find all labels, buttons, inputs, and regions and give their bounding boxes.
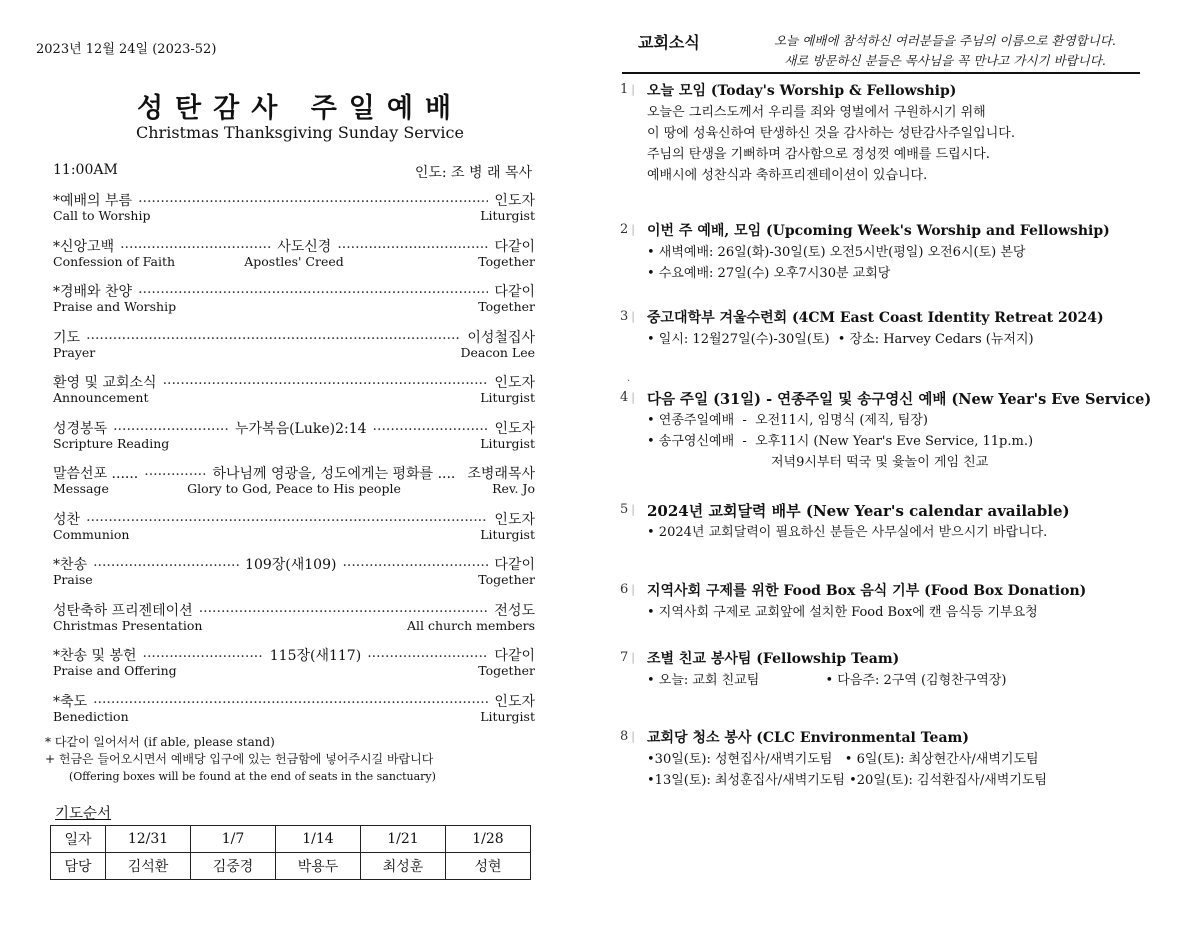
section-body [647, 410, 1033, 473]
service-item-english-leader: Rev. Jo [492, 481, 535, 496]
service-item-english: Announcement [53, 390, 149, 405]
dot-leader [138, 190, 488, 210]
dot-leader [86, 509, 488, 529]
section-line: • 새벽예배: 26일(화)-30일(토) 오전5시반(평일) 오전6시(토) 본당 [647, 245, 1026, 260]
service-item-english: Scripture Reading [53, 435, 170, 451]
service-item-english-detail: Glory to God, Peace to His people [187, 481, 401, 496]
service-title-korean: 성탄감사 주일예배 [136, 93, 464, 124]
section-heading: 중고대학부 겨울수련회 (4CM East Coast Identity Retreat 2024) [647, 310, 1104, 326]
stray-dot: . [627, 373, 631, 384]
service-item-leader: 전성도 [494, 602, 535, 619]
service-item-english-leader: Together [478, 572, 535, 587]
service-title-english: Christmas Thanksgiving Sunday Service [136, 123, 464, 142]
table-cell: 박용두 [276, 853, 361, 880]
dot-leader [373, 418, 489, 438]
service-item-korean: *찬송 [53, 557, 88, 573]
service-item-line [53, 190, 535, 210]
service-item-leader: 다같이 [494, 284, 535, 300]
service-item-english-leader: Liturgist [480, 708, 535, 724]
welcome-message [750, 31, 1140, 71]
section-number: 4 | [620, 390, 635, 405]
table-cell: 최성훈 [361, 853, 446, 880]
dot-leader [342, 554, 488, 574]
table-cell: 1/21 [361, 826, 446, 853]
section-body [647, 102, 1015, 186]
note-offering: + 헌금은 들어오시면서 예배당 입구에 있는 헌금함에 넣어주시길 바랍니다 [45, 752, 434, 766]
service-item-korean: 성찬 [53, 511, 81, 528]
dot-leader [144, 463, 206, 483]
service-item-line [53, 327, 535, 347]
section-number: 6 | [620, 582, 635, 597]
section-line: • 수요예배: 27일(수) 오후7시30분 교회당 [647, 266, 891, 281]
service-item-leader: 인도자 [494, 693, 535, 710]
service-item-korean: 말씀선포 ...... [53, 466, 139, 482]
church-news-page [600, 0, 1200, 929]
service-item [53, 509, 535, 555]
service-item-leader: 다같이 [494, 557, 535, 573]
service-item [53, 236, 535, 282]
service-item-line [53, 645, 535, 665]
service-item-korean: 환영 및 교회소식 [53, 375, 157, 391]
section-heading: 지역사회 구제를 위한 Food Box 음식 기부 (Food Box Donation) [647, 583, 1087, 599]
service-item-detail: 109장(새109) [245, 557, 337, 573]
section-heading: 이번 주 예배, 모임 (Upcoming Week's Worship and Fellowship) [647, 223, 1110, 239]
section-number: 3 | [620, 309, 635, 324]
table-cell: 김중경 [191, 853, 276, 880]
section-body [647, 329, 1034, 350]
section-line: • 송구영신예배 - 오후11시 (New Year's Eve Service, 11p.m.) [647, 434, 1034, 449]
service-item-english: Christmas Presentation [53, 617, 203, 633]
section-line: 오늘은 그리스도께서 우리를 죄와 영벌에서 구원하시기 위해 [647, 105, 986, 120]
service-item-line [53, 418, 535, 438]
service-item-korean: *찬송 및 봉헌 [53, 648, 137, 664]
service-item-english-detail: Apostles' Creed [244, 253, 344, 269]
section-line: • 오늘: 교회 친교팀 • 다음주: 2구역 (김형찬구역장) [647, 673, 1007, 688]
welcome-line: 새로 방문하신 분들은 목사님을 꼭 만나고 가시기 바랍니다. [784, 53, 1106, 68]
bulletin-date: 2023년 12월 24일 (2023-52) [36, 42, 217, 57]
service-item-leader: 조병래목사 [467, 466, 535, 482]
service-item [53, 600, 535, 646]
church-news-heading: 교회소식 [638, 33, 700, 52]
service-item-english: Message [53, 481, 109, 496]
service-item-line [53, 554, 535, 574]
service-item-detail: 누가복음(Luke)2:14 [235, 420, 367, 437]
prayer-names-row [51, 853, 531, 880]
dot-leader [143, 645, 264, 665]
section-number: 8 | [620, 729, 635, 744]
service-item-english-leader: Together [478, 299, 535, 314]
prayer-schedule-title: 기도순서 [55, 806, 112, 822]
section-line: 저녁9시부터 떡국 및 윷놀이 게임 친교 [647, 455, 989, 470]
table-cell: 일자 [51, 826, 106, 853]
section-heading: 다음 주일 (31일) - 연종주일 및 송구영신 예배 (New Year's Eve Service) [647, 391, 1152, 408]
service-item [53, 281, 535, 327]
table-cell: 1/14 [276, 826, 361, 853]
service-item-korean: 성탄축하 프리젠테이션 [53, 602, 193, 619]
section-line: 예배시에 성찬식과 축하프리젠테이션이 있습니다. [647, 168, 928, 183]
dot-leader [163, 372, 489, 392]
service-item-english-leader: All church members [407, 617, 535, 633]
service-item-leader: 인도자 [494, 375, 535, 391]
divider [622, 72, 1140, 74]
dot-leader [120, 236, 271, 256]
service-item [53, 463, 535, 509]
service-item-detail: 하나님께 영광을, 성도에게는 평화를 .... [212, 466, 456, 482]
section-body [647, 242, 1025, 284]
section-line: • 일시: 12월27일(수)-30일(토) • 장소: Harvey Cedars (뉴저지) [647, 332, 1034, 347]
service-item-line [53, 691, 535, 711]
section-body [647, 522, 1047, 543]
dot-leader [93, 554, 239, 574]
service-item-korean: *축도 [53, 693, 88, 710]
service-item-english-leader: Liturgist [480, 526, 535, 542]
service-item-english: Praise and Worship [53, 299, 177, 314]
section-number: 7 | [620, 650, 635, 665]
section-line: •13일(토): 최성훈집사/새벽기도팀 •20일(토): 김석환집사/새벽기도팀 [647, 773, 1048, 788]
section-number: 1 | [620, 82, 635, 97]
service-item-korean: *경배와 찬양 [53, 284, 133, 300]
prayer-schedule-table [50, 825, 531, 880]
prayer-dates-row [51, 826, 531, 853]
service-item-leader: 다같이 [494, 648, 535, 664]
section-number: 2 | [620, 222, 635, 237]
service-item-leader: 인도자 [494, 511, 535, 528]
service-item-line [53, 236, 535, 256]
dot-leader [199, 600, 489, 620]
service-leader: 인도: 조 병 래 목사 [414, 165, 532, 181]
service-item-english: Call to Worship [53, 208, 151, 223]
service-item-detail: 사도신경 [277, 238, 332, 255]
service-item [53, 554, 535, 600]
section-line: 주님의 탄생을 기뻐하며 감사함으로 정성껏 예배를 드립시다. [647, 147, 990, 162]
service-item [53, 372, 535, 418]
dot-leader [367, 645, 488, 665]
section-line: • 2024년 교회달력이 필요하신 분들은 사무실에서 받으시기 바랍니다. [647, 525, 1048, 540]
note-stand: * 다같이 일어서서 (if able, please stand) [45, 735, 275, 749]
service-item-english: Communion [53, 526, 130, 542]
section-heading: 2024년 교회달력 배부 (New Year's calendar available) [647, 502, 1070, 520]
service-item-english: Praise [53, 572, 93, 587]
table-cell: 김석환 [106, 853, 191, 880]
service-item-detail: 115장(새117) [269, 648, 362, 664]
service-item [53, 327, 535, 373]
service-item-english-leader: Liturgist [480, 390, 535, 405]
dot-leader [113, 418, 229, 438]
service-item-korean: 기도 [53, 329, 81, 346]
service-notes [45, 734, 436, 785]
service-item-line [53, 509, 535, 529]
service-item-english-leader: Deacon Lee [460, 344, 535, 360]
service-item-leader: 인도자 [494, 420, 536, 437]
service-item-leader: 다같이 [494, 238, 536, 255]
section-line: • 지역사회 구제로 교회앞에 설치한 Food Box에 캔 음식등 기부요청 [647, 605, 1038, 620]
service-item [53, 645, 535, 691]
dot-leader [138, 281, 488, 301]
section-body [647, 670, 1006, 691]
service-item-english: Confession of Faith [53, 253, 176, 269]
table-cell: 12/31 [106, 826, 191, 853]
service-item-leader: 인도자 [494, 193, 535, 209]
dot-leader [93, 691, 488, 711]
service-item-line [53, 600, 535, 620]
service-item-korean: 성경봉독 [53, 420, 108, 437]
service-item-line [53, 372, 535, 392]
section-line: 이 땅에 성육신하여 탄생하신 것을 감사하는 성탄감사주일입니다. [647, 126, 1015, 141]
service-item-line [53, 463, 535, 483]
dot-leader [337, 236, 488, 256]
service-item-english-leader: Liturgist [480, 208, 535, 223]
service-item-english: Benediction [53, 708, 129, 724]
service-item-english-leader: Together [478, 663, 535, 678]
section-body [647, 749, 1047, 791]
welcome-line: 오늘 예배에 참석하신 여러분들을 주님의 이름으로 환영합니다. [774, 33, 1116, 48]
table-cell: 1/7 [191, 826, 276, 853]
dot-leader [86, 327, 461, 347]
service-time: 11:00AM [53, 162, 118, 178]
table-cell: 담당 [51, 853, 106, 880]
service-item [53, 418, 535, 464]
service-item-korean: *신앙고백 [53, 238, 115, 255]
section-number: 5 | [620, 502, 635, 517]
note-offering-english: (Offering boxes will be found at the end of seats in the sanctuary) [69, 770, 436, 783]
service-item-english: Praise and Offering [53, 663, 177, 678]
section-heading: 교회당 청소 봉사 (CLC Environmental Team) [647, 730, 969, 746]
section-heading: 조별 친교 봉사팀 (Fellowship Team) [647, 651, 900, 667]
service-item-line [53, 281, 535, 301]
section-heading: 오늘 모임 (Today's Worship & Fellowship) [647, 83, 957, 99]
service-item [53, 190, 535, 236]
service-item [53, 691, 535, 737]
section-line: •30일(토): 성현집사/새벽기도팀 • 6일(토): 최상현간사/새벽기도팀 [647, 752, 1039, 767]
service-item-english-leader: Liturgist [480, 435, 535, 451]
service-item-english: Prayer [53, 344, 96, 360]
order-of-service-list [53, 190, 535, 736]
section-line: • 연종주일예배 - 오전11시, 임명식 (제직, 팀장) [647, 413, 928, 428]
table-cell: 성현 [446, 853, 531, 880]
service-item-leader: 이성철집사 [467, 329, 535, 346]
table-cell: 1/28 [446, 826, 531, 853]
service-item-english-leader: Together [478, 253, 535, 269]
section-body [647, 602, 1038, 623]
service-item-korean: *예배의 부름 [53, 193, 133, 209]
